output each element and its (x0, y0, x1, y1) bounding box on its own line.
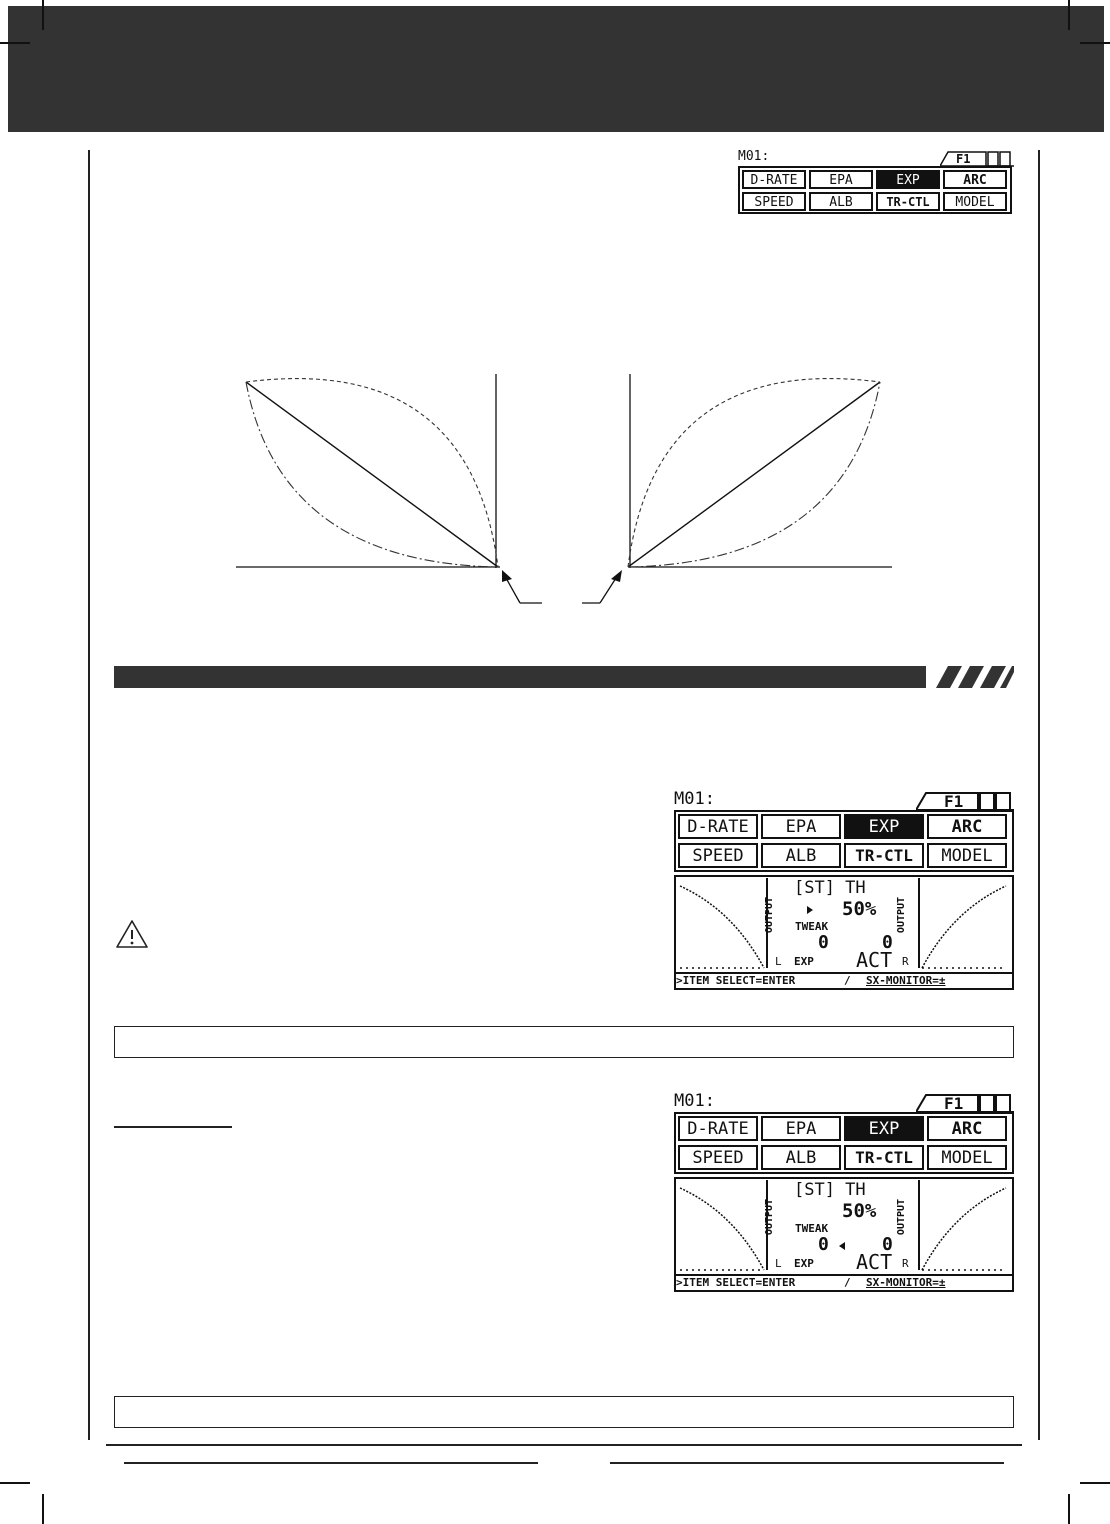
small-lcd-screen (738, 150, 1014, 214)
lcd-page-label: F1 (944, 1094, 964, 1113)
crop-mark (1080, 42, 1110, 44)
left-margin-rule (88, 150, 90, 1440)
menu-d-rate[interactable]: D-RATE (678, 814, 758, 839)
page-header-bar (8, 6, 1104, 132)
crop-mark (0, 1482, 30, 1484)
right-plot-axis (918, 1180, 920, 1270)
lcd-rate-value: 50% (842, 1200, 877, 1222)
crop-mark (1080, 1482, 1110, 1484)
lcd-left-exp-value[interactable]: 0 (818, 1234, 829, 1255)
left-output-axis-label: OUTPUT (764, 1198, 776, 1236)
triangle-left-icon (838, 1241, 846, 1251)
lcd-exp-label: EXP (794, 955, 814, 968)
neutral-point-leaders (502, 570, 622, 603)
lcd-footer-right: SX-MONITOR=± (866, 1276, 946, 1289)
left-expo-curve-plot (678, 880, 766, 970)
menu-tr-ctl[interactable]: TR-CTL (844, 843, 924, 868)
right-margin-rule (1038, 150, 1040, 1440)
lcd-footer-left: >ITEM SELECT=ENTER (676, 1276, 796, 1289)
menu-epa[interactable]: EPA (761, 814, 841, 839)
menu-alb[interactable]: ALB (761, 843, 841, 868)
lcd-mode-label: ACT (856, 948, 893, 972)
lcd-footer-separator: / (844, 1276, 851, 1289)
triangle-right-icon (806, 905, 814, 915)
footer-rule-right (610, 1462, 1004, 1464)
menu-alb[interactable]: ALB (761, 1145, 841, 1170)
lcd-rate-value: 50% (842, 898, 877, 920)
lcd-page-label: F1 (944, 792, 964, 811)
menu-speed[interactable]: SPEED (678, 1145, 758, 1170)
right-plot-axis (918, 878, 920, 968)
menu-model[interactable]: MODEL (943, 192, 1007, 211)
menu-d-rate[interactable]: D-RATE (678, 1116, 758, 1141)
menu-exp[interactable]: EXP (876, 170, 940, 189)
right-curve-graph (628, 374, 892, 568)
lcd-tweak-label: TWEAK (795, 1222, 829, 1235)
lcd-footer-right: SX-MONITOR=± (866, 974, 946, 987)
lcd-model-label: M01: (674, 1091, 715, 1111)
menu-speed[interactable]: SPEED (742, 192, 806, 211)
lcd-right-marker: R (902, 955, 909, 968)
lcd-left-marker: L (775, 955, 782, 968)
heading-underline (114, 1126, 232, 1128)
menu-exp[interactable]: EXP (844, 1116, 924, 1141)
lcd-mode-label: ACT (856, 1250, 893, 1274)
exponential-curves-diagram (230, 368, 900, 608)
right-output-axis-label: OUTPUT (896, 896, 908, 934)
warning-triangle-icon (114, 918, 150, 950)
menu-speed[interactable]: SPEED (678, 843, 758, 868)
menu-arc[interactable]: ARC (943, 170, 1007, 189)
crop-mark (1068, 1494, 1070, 1524)
lcd-right-exp-value[interactable]: 0 (882, 1234, 893, 1255)
lcd-page-tab (916, 790, 1014, 812)
lcd-channel-label: [ST] TH (794, 878, 866, 898)
menu-model[interactable]: MODEL (927, 1145, 1007, 1170)
left-curve-graph (236, 374, 500, 568)
left-linear-line (246, 382, 498, 567)
menu-d-rate[interactable]: D-RATE (742, 170, 806, 189)
section-header-bar (114, 666, 1014, 688)
lcd-model-label: M01: (738, 149, 770, 164)
crop-mark (42, 1494, 44, 1524)
right-expo-curve-plot (920, 1182, 1008, 1272)
menu-tr-ctl[interactable]: TR-CTL (844, 1145, 924, 1170)
lcd-footer-left: >ITEM SELECT=ENTER (676, 974, 796, 987)
left-output-axis-label: OUTPUT (764, 896, 776, 934)
crop-mark (1068, 0, 1070, 30)
lcd-left-marker: L (775, 1257, 782, 1270)
lcd-page-tab (916, 1092, 1014, 1114)
lcd-model-label: M01: (674, 789, 715, 809)
crop-mark (42, 0, 44, 30)
lcd-page-label: F1 (956, 152, 971, 166)
note-box (114, 1396, 1014, 1428)
exp-setup-lcd (672, 790, 1014, 990)
lcd-footer-separator: / (844, 974, 851, 987)
right-output-axis-label: OUTPUT (896, 1198, 908, 1236)
menu-arc[interactable]: ARC (927, 1116, 1007, 1141)
lcd-right-marker: R (902, 1257, 909, 1270)
lcd-exp-label: EXP (794, 1257, 814, 1270)
menu-epa[interactable]: EPA (809, 170, 873, 189)
menu-alb[interactable]: ALB (809, 192, 873, 211)
menu-epa[interactable]: EPA (761, 1116, 841, 1141)
exp-adjust-lcd (672, 1092, 1014, 1292)
left-expo-curve-plot (678, 1182, 766, 1272)
lcd-tweak-label: TWEAK (795, 920, 829, 933)
right-linear-line (628, 382, 880, 567)
note-box (114, 1026, 1014, 1058)
crop-mark (0, 42, 30, 44)
menu-tr-ctl[interactable]: TR-CTL (876, 192, 940, 211)
lcd-left-exp-value[interactable]: 0 (818, 932, 829, 953)
lcd-right-exp-value[interactable]: 0 (882, 932, 893, 953)
lcd-channel-label: [ST] TH (794, 1180, 866, 1200)
footer-rule (106, 1444, 1022, 1446)
footer-rule-left (124, 1462, 538, 1464)
right-expo-curve-plot (920, 880, 1008, 970)
menu-arc[interactable]: ARC (927, 814, 1007, 839)
menu-model[interactable]: MODEL (927, 843, 1007, 868)
menu-exp[interactable]: EXP (844, 814, 924, 839)
